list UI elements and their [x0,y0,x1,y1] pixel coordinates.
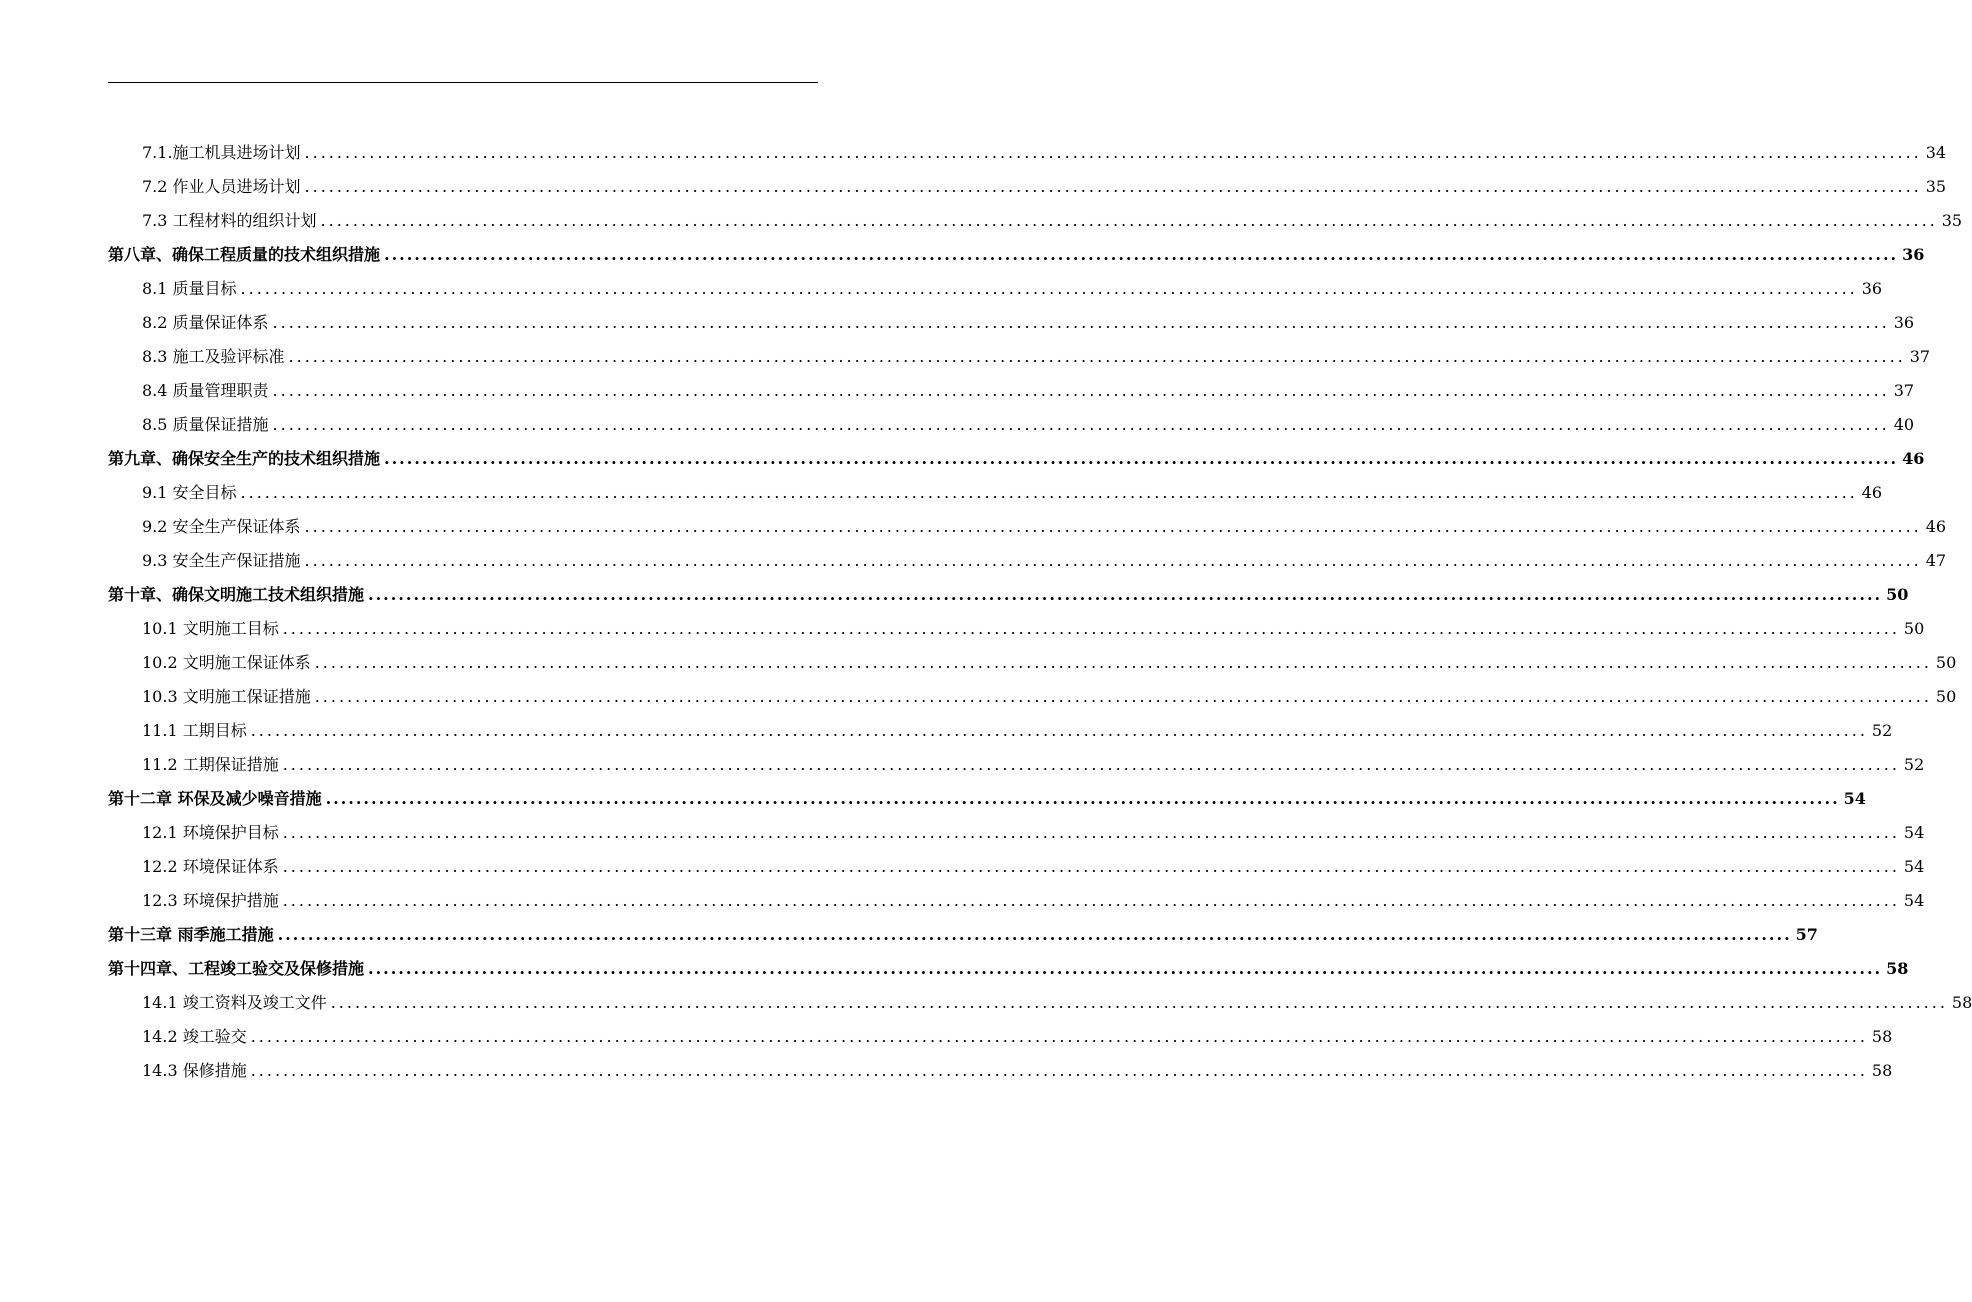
toc-entry[interactable] [108,714,1893,748]
toc-entry-label: 第九章、确保安全生产的技术组织措施 [108,449,381,468]
toc-entry-page: 54 [1843,789,1866,808]
toc-entry-label: 11.1 工期目标 [142,721,247,740]
toc-leader-dots: ........................................................................................................................................................................................................ [368,585,1883,604]
toc-leader-dots: ........................................................................................................................................................................................................ [282,755,1900,774]
toc-leader-dots: ........................................................................................................................................................................................................ [240,483,1858,502]
toc-entry-page: 36 [1902,245,1925,264]
toc-entry-page: 50 [1935,687,1957,706]
toc-entry-page: 46 [1861,483,1883,502]
toc-entry-page: 50 [1935,653,1957,672]
toc-leader-dots: ........................................................................................................................................................................................................ [368,959,1883,978]
toc-entry-label: 11.2 工期保证措施 [142,755,279,774]
toc-leader-dots: ........................................................................................................................................................................................................ [277,925,1792,944]
toc-entry-label: 14.1 竣工资料及竣工文件 [142,993,327,1012]
toc-entry-page: 50 [1886,585,1909,604]
toc-entry-label: 第八章、确保工程质量的技术组织措施 [108,245,381,264]
toc-entry-page: 46 [1925,517,1947,536]
toc-chapter-entry[interactable] [108,238,1925,272]
toc-entry-label: 10.2 文明施工保证体系 [142,653,311,672]
toc-entry-page: 52 [1903,755,1925,774]
toc-leader-dots: ........................................................................................................................................................................................................ [282,857,1900,876]
toc-entry[interactable] [108,374,1915,408]
toc-leader-dots: ........................................................................................................................................................................................................ [272,313,1890,332]
toc-leader-dots: ........................................................................................................................................................................................................ [250,1061,1868,1080]
toc-entry[interactable] [108,544,1947,578]
toc-entry-page: 57 [1795,925,1818,944]
toc-entry-label: 9.2 安全生产保证体系 [142,517,301,536]
toc-entry-label: 12.1 环境保护目标 [142,823,279,842]
toc-entry-page: 52 [1871,721,1893,740]
toc-leader-dots: ........................................................................................................................................................................................................ [384,245,1899,264]
toc-entry-label: 第十二章 环保及减少噪音措施 [108,789,322,808]
toc-entry-page: 54 [1903,891,1925,910]
toc-entry-label: 第十四章、工程竣工验交及保修措施 [108,959,365,978]
toc-leader-dots: ........................................................................................................................................................................................................ [304,143,1922,162]
toc-entry-page: 34 [1925,143,1947,162]
toc-entry-label: 12.2 环境保证体系 [142,857,279,876]
toc-entry[interactable] [108,680,1957,714]
toc-entry[interactable] [108,510,1947,544]
toc-leader-dots: ........................................................................................................................................................................................................ [304,177,1922,196]
toc-entry-label: 8.3 施工及验评标准 [142,347,285,366]
toc-entry-label: 8.1 质量目标 [142,279,237,298]
toc-entry[interactable] [108,612,1925,646]
toc-entry-label: 第十章、确保文明施工技术组织措施 [108,585,365,604]
toc-entry[interactable] [108,986,1972,1020]
toc-entry-page: 35 [1941,211,1963,230]
toc-leader-dots: ........................................................................................................................................................................................................ [314,687,1932,706]
toc-entry-page: 54 [1903,823,1925,842]
toc-entry[interactable] [108,340,1931,374]
toc-leader-dots: ........................................................................................................................................................................................................ [240,279,1858,298]
toc-chapter-entry[interactable] [108,578,1909,612]
toc-chapter-entry[interactable] [108,442,1925,476]
toc-leader-dots: ........................................................................................................................................................................................................ [250,1027,1868,1046]
toc-entry-label: 7.1.施工机具进场计划 [142,143,301,162]
toc-entry-page: 58 [1871,1061,1893,1080]
toc-entry-page: 37 [1893,381,1915,400]
toc-leader-dots: ........................................................................................................................................................................................................ [288,347,1906,366]
toc-entry-label: 10.3 文明施工保证措施 [142,687,311,706]
toc-chapter-entry[interactable] [108,918,1818,952]
toc-chapter-entry[interactable] [108,952,1909,986]
toc-entry-page: 35 [1925,177,1947,196]
toc-entry-label: 8.2 质量保证体系 [142,313,269,332]
toc-entry[interactable] [108,884,1925,918]
toc-entry-page: 58 [1886,959,1909,978]
toc-entry-label: 7.3 工程材料的组织计划 [142,211,317,230]
toc-entry[interactable] [108,306,1915,340]
toc-entry-page: 36 [1861,279,1883,298]
toc-leader-dots: ........................................................................................................................................................................................................ [304,551,1922,570]
table-of-contents [108,136,1972,1088]
toc-leader-dots: ........................................................................................................................................................................................................ [304,517,1922,536]
toc-entry-page: 47 [1925,551,1947,570]
toc-entry[interactable] [108,1020,1893,1054]
toc-entry-page: 50 [1903,619,1925,638]
toc-entry-label: 9.3 安全生产保证措施 [142,551,301,570]
toc-leader-dots: ........................................................................................................................................................................................................ [282,891,1900,910]
toc-entry-page: 58 [1951,993,1972,1012]
toc-leader-dots: ........................................................................................................................................................................................................ [272,381,1890,400]
toc-leader-dots: ........................................................................................................................................................................................................ [384,449,1899,468]
toc-entry-label: 7.2 作业人员进场计划 [142,177,301,196]
header-rule [108,82,818,83]
toc-entry[interactable] [108,850,1925,884]
toc-entry-page: 40 [1893,415,1915,434]
toc-entry-label: 第十三章 雨季施工措施 [108,925,274,944]
toc-entry[interactable] [108,170,1947,204]
toc-chapter-entry[interactable] [108,782,1866,816]
toc-entry[interactable] [108,408,1915,442]
toc-entry-page: 46 [1902,449,1925,468]
toc-entry-label: 8.5 质量保证措施 [142,415,269,434]
toc-entry[interactable] [108,816,1925,850]
toc-entry-label: 14.2 竣工验交 [142,1027,247,1046]
toc-entry[interactable] [108,748,1925,782]
toc-entry-page: 37 [1909,347,1931,366]
toc-entry[interactable] [108,204,1963,238]
toc-entry[interactable] [108,476,1883,510]
toc-entry[interactable] [108,272,1883,306]
toc-leader-dots: ........................................................................................................................................................................................................ [282,619,1900,638]
toc-entry[interactable] [108,1054,1893,1088]
toc-leader-dots: ........................................................................................................................................................................................................ [272,415,1890,434]
toc-leader-dots: ........................................................................................................................................................................................................ [325,789,1840,808]
toc-leader-dots: ........................................................................................................................................................................................................ [330,993,1948,1012]
toc-leader-dots: ........................................................................................................................................................................................................ [250,721,1868,740]
toc-entry[interactable] [108,646,1957,680]
toc-entry-page: 54 [1903,857,1925,876]
toc-entry-label: 9.1 安全目标 [142,483,237,502]
toc-entry-page: 36 [1893,313,1915,332]
toc-entry-page: 58 [1871,1027,1893,1046]
toc-entry-label: 12.3 环境保护措施 [142,891,279,910]
toc-entry-label: 10.1 文明施工目标 [142,619,279,638]
toc-entry-label: 8.4 质量管理职责 [142,381,269,400]
toc-leader-dots: ........................................................................................................................................................................................................ [282,823,1900,842]
toc-entry[interactable] [108,136,1947,170]
toc-leader-dots: ........................................................................................................................................................................................................ [314,653,1932,672]
toc-entry-label: 14.3 保修措施 [142,1061,247,1080]
toc-leader-dots: ........................................................................................................................................................................................................ [320,211,1938,230]
